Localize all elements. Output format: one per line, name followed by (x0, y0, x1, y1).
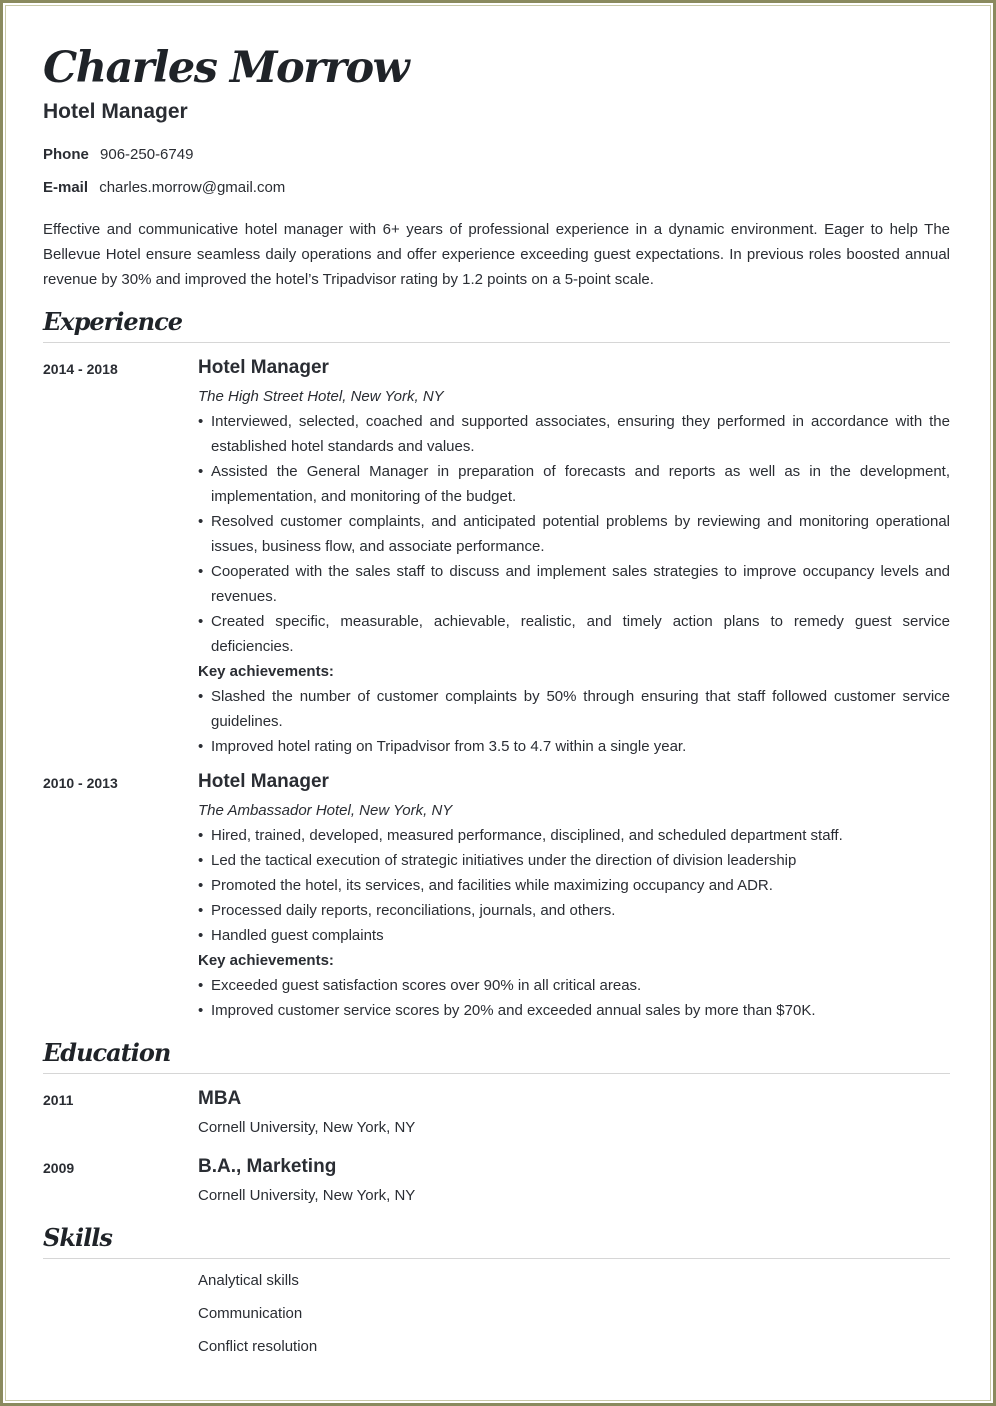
achievement-item: • Improved hotel rating on Tripadvisor from 3.5 to 4.7 within a single year. (198, 734, 950, 759)
duty-item: • Processed daily reports, reconciliations, journals, and others. (198, 898, 950, 923)
duty-item: • Created specific, measurable, achievable, realistic, and timely action plans to remedy guest service deficiencies. (198, 609, 950, 659)
school: Cornell University, New York, NY (198, 1187, 416, 1204)
duties-list (198, 823, 950, 948)
duty-item: • Cooperated with the sales staff to discuss and implement sales strategies to improve occupancy levels and revenues. (198, 559, 950, 609)
email-label: E-mail (43, 179, 89, 196)
achievement-item: • Slashed the number of customer complaints by 50% through ensuring that staff followed customer service guidelines. (198, 684, 950, 734)
experience-entry (43, 769, 950, 1023)
job-company: The Ambassador Hotel, New York, NY (198, 802, 453, 819)
job-dates: 2014 - 2018 (43, 361, 118, 377)
skill-item: Conflict resolution (198, 1338, 318, 1355)
duty-item: • Handled guest complaints (198, 923, 950, 948)
contact-info (43, 145, 950, 198)
email-address: charles.morrow@gmail.com (99, 179, 286, 196)
duties-list (198, 409, 950, 659)
achievement-item: • Improved customer service scores by 20% and exceeded annual sales by more than $70K. (198, 998, 950, 1023)
skill-item: Communication (198, 1305, 303, 1322)
degree: B.A., Marketing (198, 1156, 337, 1177)
education-year: 2011 (43, 1092, 74, 1108)
job-dates: 2010 - 2013 (43, 775, 118, 791)
duty-item: • Interviewed, selected, coached and supported associates, ensuring they performed in accordance with the established hotel standards and values. (198, 409, 950, 459)
email-row (43, 178, 950, 198)
key-achievements-label: Key achievements: (198, 952, 334, 969)
candidate-name: Charles Morrow (43, 43, 409, 93)
degree: MBA (198, 1088, 242, 1109)
education-entry (43, 1154, 950, 1208)
education-entry (43, 1086, 950, 1140)
job-title: Hotel Manager (43, 100, 188, 123)
achievements-list (198, 684, 950, 759)
professional-summary: Effective and communicative hotel manager with 6+ years of professional experience in a dynamic environment. Eager to help The Bellevue Hotel ensure seamless daily operations and offer experience exceeding guest expectations. In previous roles boosted annual revenue by 30% and improved the hotel’s Tripadvisor rating by 1.2 points on a 5-point scale. (43, 221, 950, 288)
phone-number: 906-250-6749 (100, 146, 194, 163)
duty-item: • Led the tactical execution of strategic initiatives under the direction of division leadership (198, 848, 950, 873)
key-achievements-label: Key achievements: (198, 663, 334, 680)
job-role: Hotel Manager (198, 771, 329, 792)
achievements-list (198, 973, 950, 1023)
school: Cornell University, New York, NY (198, 1119, 416, 1136)
education-year: 2009 (43, 1160, 75, 1176)
skill-item: Analytical skills (198, 1272, 299, 1289)
skills-heading: Skills (43, 1222, 950, 1259)
phone-row (43, 145, 950, 165)
job-company: The High Street Hotel, New York, NY (198, 388, 444, 405)
experience-heading: Experience (43, 306, 950, 343)
job-role: Hotel Manager (198, 357, 329, 378)
phone-label: Phone (43, 146, 89, 163)
achievement-item: • Exceeded guest satisfaction scores over 90% in all critical areas. (198, 973, 950, 998)
duty-item: • Promoted the hotel, its services, and facilities while maximizing occupancy and ADR. (198, 873, 950, 898)
experience-entry (43, 355, 950, 759)
education-heading: Education (43, 1037, 950, 1074)
duty-item: • Resolved customer complaints, and anticipated potential problems by reviewing and monitoring operational issues, business flow, and associate performance. (198, 509, 950, 559)
duty-item: • Assisted the General Manager in preparation of forecasts and reports as well as in the development, implementation, and monitoring of the budget. (198, 459, 950, 509)
duty-item: • Hired, trained, developed, measured performance, disciplined, and scheduled department staff. (198, 823, 950, 848)
skills-list (198, 1271, 950, 1357)
